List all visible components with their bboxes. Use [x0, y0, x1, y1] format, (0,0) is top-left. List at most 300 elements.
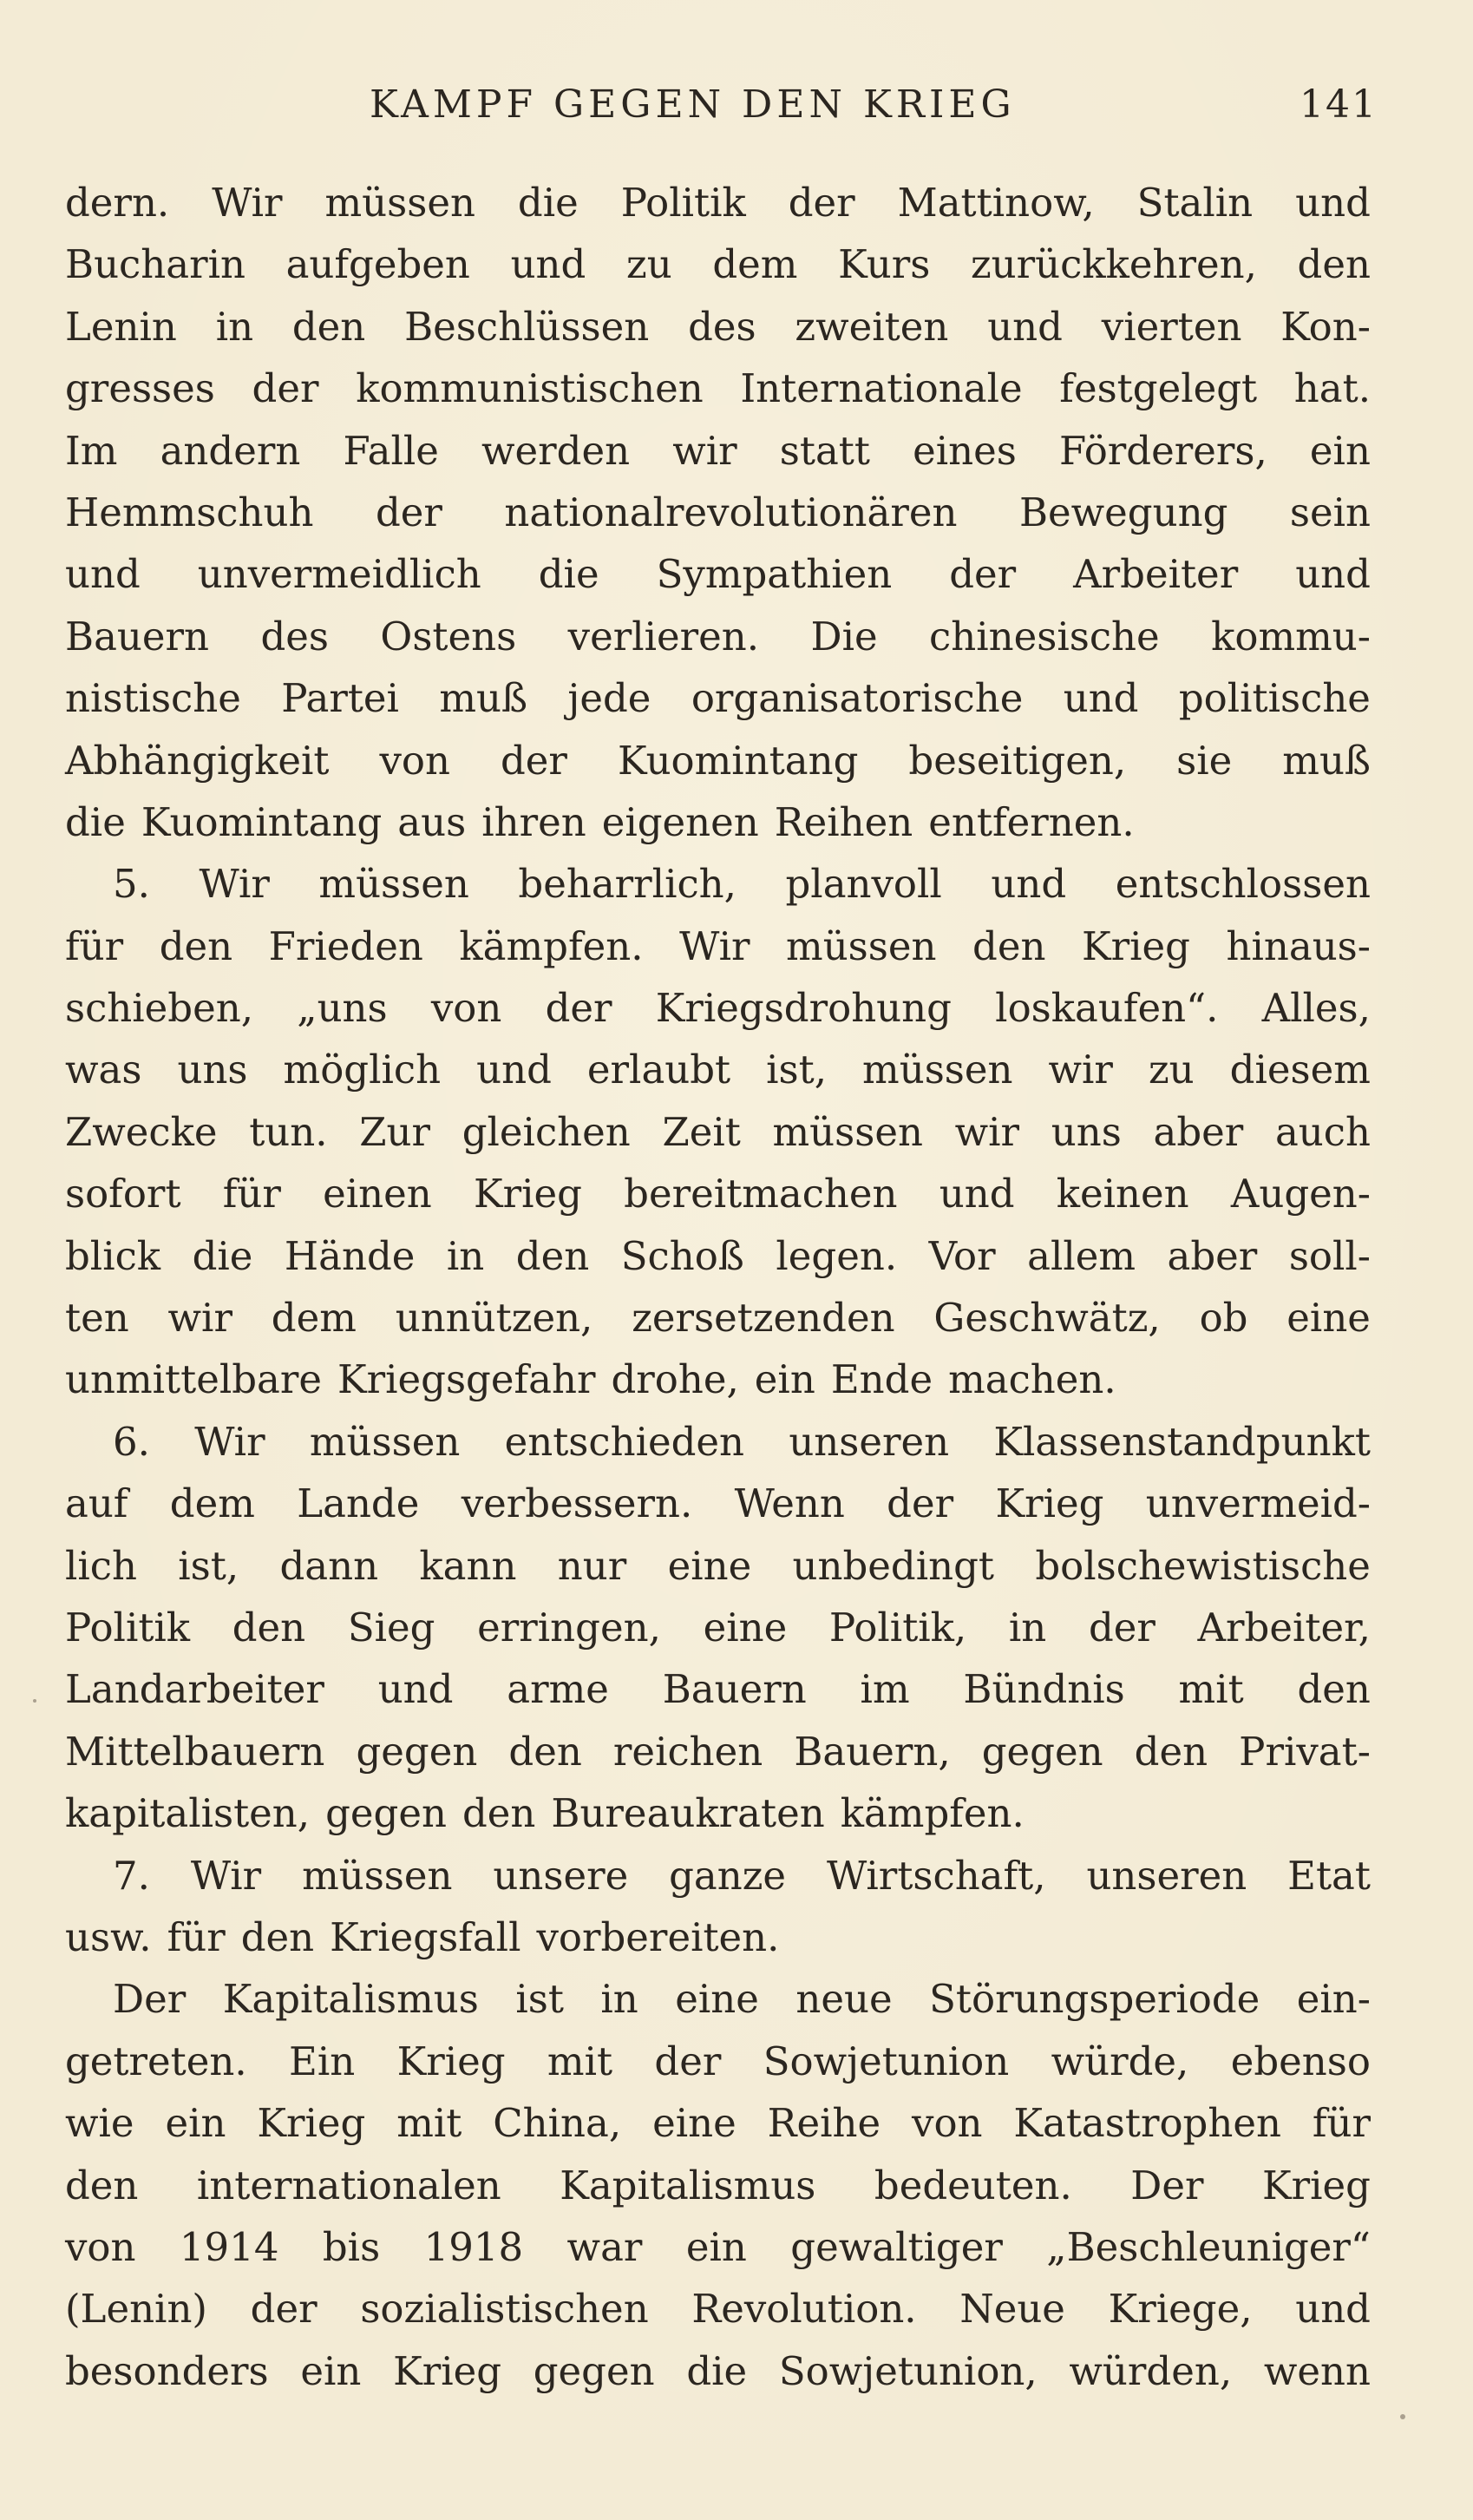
word: Krieg [396, 2038, 506, 2084]
word: kämpfen. [459, 922, 644, 969]
word: Kapitalismus [560, 2162, 816, 2208]
word: mit [1178, 1666, 1244, 1713]
word: den [515, 1232, 590, 1279]
word: ein [165, 2100, 226, 2147]
word: von [379, 737, 450, 784]
word: Krieg [393, 2347, 502, 2394]
word: hat. [1293, 365, 1371, 412]
word: ebenso [1230, 2038, 1371, 2084]
word: den [232, 1604, 306, 1650]
word: Partei [281, 675, 399, 722]
word: ein [754, 1356, 815, 1403]
word: der [654, 2038, 722, 2084]
word: tun. [249, 1108, 328, 1155]
word: kapitalisten, [65, 1790, 311, 1837]
word: Frieden [268, 922, 423, 969]
word: blick [65, 1232, 161, 1279]
word: Hände [284, 1232, 416, 1279]
word: verlieren. [567, 613, 760, 660]
word: kämpfen. [840, 1790, 1025, 1837]
word: für [222, 1171, 281, 1217]
word: bolschewistische [1035, 1542, 1371, 1589]
word: Etat [1287, 1852, 1371, 1899]
word: den [240, 1913, 315, 1960]
word: muß [1282, 737, 1371, 784]
word: ist [515, 1976, 564, 2023]
word: Wir [199, 861, 270, 908]
word: Sowjetunion, [778, 2347, 1038, 2394]
text-line [65, 296, 1371, 358]
word: Krieg [473, 1171, 582, 1217]
word: wir [954, 1108, 1020, 1155]
word: Der [1130, 2162, 1204, 2208]
word: den [1134, 1728, 1208, 1775]
word: und [1295, 2286, 1371, 2333]
word: usw. [65, 1913, 152, 1960]
word: „Beschleuniger“ [1046, 2223, 1371, 2270]
word: ein [1309, 427, 1371, 474]
word: Bucharin [65, 241, 245, 288]
word: Wir [212, 180, 283, 226]
word: der [887, 1480, 954, 1527]
word: den [1297, 1666, 1371, 1713]
word: möglich [283, 1047, 442, 1093]
word: 7. [113, 1852, 150, 1899]
word: unseren [789, 1418, 950, 1465]
word: Bauern [662, 1666, 807, 1713]
word: Augen- [1230, 1171, 1371, 1217]
text-line [65, 1287, 1371, 1349]
word: müssen [862, 1047, 1013, 1093]
word: der [788, 180, 855, 226]
word: festgelegt [1059, 365, 1258, 412]
word: Zwecke [65, 1108, 218, 1155]
word: Lande [297, 1480, 420, 1527]
word: war [566, 2223, 643, 2270]
word: den [508, 1728, 582, 1775]
word: den [462, 1790, 536, 1837]
word: gegen [981, 1728, 1103, 1775]
word: sofort [65, 1171, 181, 1217]
word: und [1063, 675, 1139, 722]
word: Krieg [995, 1480, 1104, 1527]
word: Krieg [1262, 2162, 1371, 2208]
word: der [949, 551, 1017, 598]
word: jede [567, 675, 651, 722]
word: Zeit [662, 1108, 741, 1155]
word: Reihe [767, 2100, 881, 2147]
word: den [1297, 241, 1371, 288]
word: reichen [612, 1728, 763, 1775]
word: statt [779, 427, 870, 474]
word: dem [169, 1480, 255, 1527]
word: allem [1027, 1232, 1136, 1279]
word: des [260, 613, 329, 660]
word: hinaus- [1226, 922, 1371, 969]
text-line [65, 1101, 1371, 1163]
word: bis [322, 2223, 381, 2270]
word: Kon- [1280, 303, 1371, 350]
word: entfernen. [928, 798, 1135, 845]
word: diesem [1229, 1047, 1371, 1093]
word: Der [113, 1976, 187, 2023]
word: unnützen, [395, 1295, 593, 1342]
word: Revolution. [691, 2286, 917, 2333]
word: 1914 [179, 2223, 279, 2270]
word: Wir [190, 1852, 262, 1899]
word: die [65, 798, 126, 845]
word: mit [396, 2100, 462, 2147]
text-line [65, 977, 1371, 1039]
text-line [65, 1163, 1371, 1224]
text-line [65, 2092, 1371, 2154]
word: den [65, 2162, 139, 2208]
word: und [991, 861, 1067, 908]
word: Politik, [828, 1604, 967, 1650]
word: der [375, 489, 442, 535]
word: und [1295, 551, 1371, 598]
word: Krieg [257, 2100, 366, 2147]
text-line [65, 1968, 1371, 2030]
word: ten [65, 1295, 129, 1342]
text-line [65, 482, 1371, 543]
word: Mattinow, [897, 180, 1095, 226]
word: eigenen [601, 798, 759, 845]
paper-speck [33, 1699, 36, 1703]
word: erringen, [477, 1604, 661, 1650]
word: andern [160, 427, 301, 474]
word: 5. [113, 861, 150, 908]
word: verbessern. [461, 1480, 693, 1527]
word: Kuomintang [141, 798, 383, 845]
word: Im [65, 427, 118, 474]
word: ob [1199, 1295, 1248, 1342]
word: Wir [194, 1418, 265, 1465]
word: aufgeben [285, 241, 470, 288]
word: eine [667, 1542, 752, 1589]
word: unseren [1086, 1852, 1247, 1899]
word: müssen [772, 1108, 923, 1155]
word: beseitigen, [908, 737, 1127, 784]
word: gegen [356, 1728, 478, 1775]
word: Mittelbauern [65, 1728, 325, 1775]
word: gegen [533, 2347, 655, 2394]
text-line [65, 2031, 1371, 2092]
word: ganze [669, 1852, 787, 1899]
word: Arbeiter, [1197, 1604, 1371, 1650]
word: Bureaukraten [551, 1790, 825, 1837]
text-line [65, 2155, 1371, 2216]
word: Ostens [380, 613, 517, 660]
word: ein [685, 2223, 747, 2270]
word: Alles, [1261, 985, 1371, 1032]
word: dern. [65, 180, 170, 226]
word: uns [1051, 1108, 1122, 1155]
word: müssen [324, 180, 475, 226]
word: Kriegsfall [330, 1913, 521, 1960]
word: kann [419, 1542, 517, 1589]
word: politische [1178, 675, 1371, 722]
word: von [912, 2100, 983, 2147]
running-head [0, 75, 1473, 135]
text-line [65, 667, 1371, 729]
word: sozialistischen [360, 2286, 649, 2333]
word: gresses [65, 365, 215, 412]
word: unmittelbare [65, 1356, 322, 1403]
word: Förderers, [1058, 427, 1267, 474]
word: Kriegsgefahr [337, 1356, 596, 1403]
word: unvermeid- [1145, 1480, 1371, 1527]
word: arme [507, 1666, 609, 1713]
word: der [250, 2286, 318, 2333]
word: bereitmachen [624, 1171, 898, 1217]
text-line [65, 1039, 1371, 1100]
word: nistische [65, 675, 241, 722]
word: Krieg [1082, 922, 1190, 969]
word: „uns [297, 985, 388, 1032]
text-line [65, 1906, 1371, 1968]
word: bedeuten. [874, 2162, 1072, 2208]
text-line [65, 1597, 1371, 1658]
word: organisatorische [691, 675, 1024, 722]
word: ein- [1296, 1976, 1371, 2023]
word: Geschwätz, [933, 1295, 1161, 1342]
text-line [65, 543, 1371, 605]
word: Kapitalismus [222, 1976, 479, 2023]
word: eine [1286, 1295, 1371, 1342]
word: Kuomintang [617, 737, 859, 784]
word: Ein [289, 2038, 356, 2084]
text-line [65, 1721, 1371, 1782]
word: und [65, 551, 141, 598]
word: zu [625, 241, 672, 288]
word: Landarbeiter [65, 1666, 324, 1713]
word: ihren [481, 798, 586, 845]
paper-speck [1400, 2414, 1405, 2419]
word: wenn [1263, 2347, 1371, 2394]
word: Bauern [65, 613, 210, 660]
word: soll- [1288, 1232, 1371, 1279]
word: und [987, 303, 1063, 350]
word: mit [547, 2038, 613, 2084]
word: internationalen [196, 2162, 501, 2208]
text-line [65, 233, 1371, 295]
text-line [65, 1535, 1371, 1597]
word: Neue [959, 2286, 1065, 2333]
word: für [167, 1913, 226, 1960]
word: sie [1176, 737, 1233, 784]
text-line [65, 358, 1371, 419]
word: von [65, 2223, 136, 2270]
word: Katastrophen [1013, 2100, 1281, 2147]
word: kommunistischen [356, 365, 704, 412]
text-line [65, 915, 1371, 977]
word: uns [177, 1047, 248, 1093]
text-line [65, 2216, 1371, 2278]
word: zu [1148, 1047, 1195, 1093]
word: den [291, 303, 366, 350]
word: Abhängigkeit [65, 737, 330, 784]
word: auch [1274, 1108, 1371, 1155]
word: von [430, 985, 502, 1032]
word: aber [1153, 1108, 1244, 1155]
word: und [510, 241, 586, 288]
word: unbedingt [792, 1542, 994, 1589]
word: eines [913, 427, 1017, 474]
word: Politik [65, 1604, 191, 1650]
word: Vor [928, 1232, 996, 1279]
word: und [939, 1171, 1015, 1217]
word: gewaltiger [790, 2223, 1003, 2270]
word: eine [652, 2100, 736, 2147]
word: Ende [830, 1356, 933, 1403]
running-title: KAMPF GEGEN DEN KRIEG [370, 82, 1016, 127]
word: getreten. [65, 2038, 247, 2084]
word: Wenn [734, 1480, 845, 1527]
word: einen [323, 1171, 432, 1217]
text-line [65, 420, 1371, 482]
word: sein [1289, 489, 1371, 535]
word: besonders [65, 2347, 269, 2394]
word: Reihen [774, 798, 913, 845]
word: Bewegung [1018, 489, 1228, 535]
word: ein [300, 2347, 362, 2394]
text-line [65, 2278, 1371, 2340]
word: gegen [325, 1790, 447, 1837]
word: Politik [620, 180, 746, 226]
word: werden [481, 427, 631, 474]
word: China, [493, 2100, 622, 2147]
word: Sympathien [656, 551, 893, 598]
text-line [65, 1349, 1371, 1410]
word: nur [557, 1542, 627, 1589]
word: den [972, 922, 1046, 969]
word: müssen [318, 861, 469, 908]
word: dann [279, 1542, 379, 1589]
word: Bündnis [963, 1666, 1125, 1713]
word: ist, [766, 1047, 828, 1093]
body-text [65, 172, 1371, 2402]
word: aber [1167, 1232, 1258, 1279]
word: muß [439, 675, 528, 722]
word: dem [712, 241, 798, 288]
text-line [65, 606, 1371, 667]
word: nationalrevolutionären [504, 489, 958, 535]
word: wir [672, 427, 737, 474]
word: neue [795, 1976, 893, 2023]
word: vierten [1101, 303, 1242, 350]
word: Kriegsdrohung [655, 985, 952, 1032]
word: des [688, 303, 756, 350]
word: ist, [178, 1542, 239, 1589]
word: der [545, 985, 612, 1032]
word: für [1312, 2100, 1371, 2147]
word: gleichen [462, 1108, 631, 1155]
word: auf [65, 1480, 128, 1527]
word: Sieg [347, 1604, 435, 1650]
word: die [686, 2347, 748, 2394]
word: Wirtschaft, [826, 1852, 1046, 1899]
word: loskaufen“. [995, 985, 1219, 1032]
word: müssen [786, 922, 937, 969]
word: würde, [1051, 2038, 1189, 2084]
word: Kurs [838, 241, 931, 288]
word: Bauern, [794, 1728, 951, 1775]
word: legen. [776, 1232, 898, 1279]
word: und [476, 1047, 552, 1093]
word: Sowjetunion [763, 2038, 1010, 2084]
word: unsere [493, 1852, 629, 1899]
word: der [500, 737, 567, 784]
word: zweiten [795, 303, 949, 350]
page-number: 141 [1300, 82, 1378, 127]
word: erlaubt [586, 1047, 731, 1093]
word: Kriege, [1108, 2286, 1253, 2333]
word: chinesische [929, 613, 1160, 660]
word: die [538, 551, 599, 598]
word: vorbereiten. [536, 1913, 780, 1960]
text-line [65, 1658, 1371, 1720]
word: Schoß [620, 1232, 744, 1279]
word: für [65, 922, 124, 969]
text-line [65, 172, 1371, 233]
word: entschieden [504, 1418, 745, 1465]
word: der [1088, 1604, 1155, 1650]
word: schieben, [65, 985, 254, 1032]
word: Beschlüssen [404, 303, 650, 350]
text-line [65, 853, 1371, 915]
word: in [446, 1232, 485, 1279]
word: Arbeiter [1073, 551, 1239, 598]
word: müssen [309, 1418, 461, 1465]
word: Die [810, 613, 878, 660]
word: beharrlich, [518, 861, 736, 908]
word: Wir [679, 922, 750, 969]
word: keinen [1056, 1171, 1189, 1217]
word: Privat- [1239, 1728, 1371, 1775]
word: in [215, 303, 254, 350]
text-line [65, 791, 1371, 853]
text-line [65, 730, 1371, 791]
text-line [65, 1411, 1371, 1473]
word: 1918 [423, 2223, 524, 2270]
word: (Lenin) [65, 2286, 207, 2333]
word: die [517, 180, 579, 226]
word: würden, [1069, 2347, 1233, 2394]
word: Hemmschuh [65, 489, 314, 535]
word: Zur [359, 1108, 431, 1155]
word: Klassenstandpunkt [993, 1418, 1371, 1465]
word: was [65, 1047, 142, 1093]
word: eine [703, 1604, 788, 1650]
text-line [65, 1845, 1371, 1906]
word: zurückkehren, [970, 241, 1257, 288]
word: im [860, 1666, 910, 1713]
word: in [600, 1976, 638, 2023]
text-line [65, 1473, 1371, 1534]
word: Falle [343, 427, 439, 474]
word: die [192, 1232, 253, 1279]
word: unvermeidlich [197, 551, 481, 598]
word: zersetzenden [632, 1295, 895, 1342]
word: machen. [948, 1356, 1116, 1403]
word: in [1008, 1604, 1047, 1650]
word: Internationale [740, 365, 1023, 412]
word: kommu- [1211, 613, 1371, 660]
word: lich [65, 1542, 137, 1589]
word: und [1295, 180, 1371, 226]
word: Lenin [65, 303, 177, 350]
